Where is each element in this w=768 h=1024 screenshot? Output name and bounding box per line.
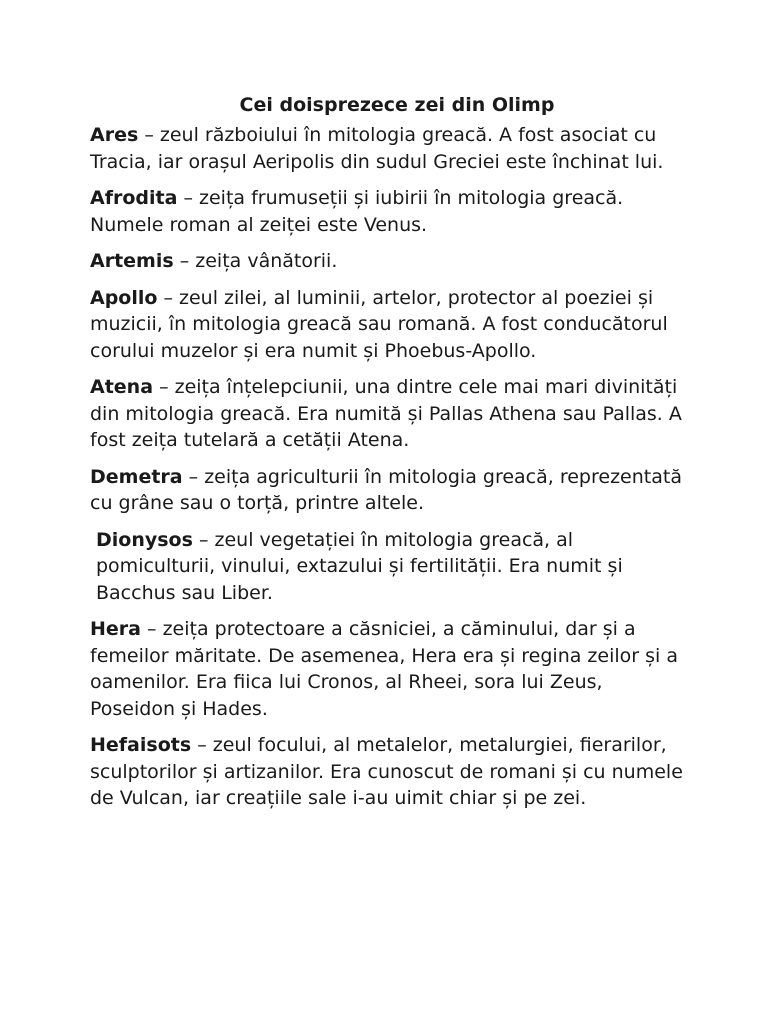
entry-name: Artemis — [90, 250, 174, 272]
entry-ares — [90, 122, 690, 175]
entry-afrodita — [90, 185, 690, 238]
entry-apollo — [90, 285, 690, 365]
entry-dionysos — [90, 527, 690, 607]
page-title: Cei doisprezece zei din Olimp — [239, 94, 555, 116]
entry-text: – zeița înțelepciunii, una dintre cele mai mari divinități din mitologia greacă. Era numită și Pallas Athena sau Pallas. A fost zeița tutelară a cetății Atena. — [90, 376, 682, 451]
entry-atena — [90, 374, 690, 454]
entry-name: Demetra — [90, 465, 183, 488]
entry-text: – zeul războiului în mitologia greacă. A fost asociat cu Tracia, iar orașul Aeripolis din sudul Greciei este închinat lui. — [90, 124, 664, 173]
entry-name: Dionysos — [96, 528, 193, 551]
entry-text: – zeița protectoare a căsniciei, a căminului, dar și a femeilor măritate. De asemenea, Hera era și regina zeilor și a oamenilor. Era fiica lui Cronos, al Rheei, sora lui Zeus, Poseidon și Hades. — [90, 618, 678, 720]
entry-text: – zeița vânătorii. — [173, 250, 338, 272]
entry-name: Afrodita — [90, 187, 178, 209]
entry-text: – zeul zilei, al luminii, artelor, protector al poeziei și muzicii, în mitologia greacă sau romană. A fost conducătorul corului muzelor și era numit și Phoebus-Apollo. — [90, 286, 668, 362]
entry-name: Hefaisots — [90, 734, 192, 756]
entry-text: – zeul vegetației în mitologia greacă, al pomiculturii, vinului, extazului și fertilității. Era numit și Bacchus sau Liber. — [96, 528, 623, 604]
entry-name: Hera — [90, 618, 141, 640]
document-page — [90, 92, 690, 822]
entry-name: Apollo — [90, 286, 158, 309]
entry-name: Atena — [90, 376, 154, 398]
entry-text: – zeița agriculturii în mitologia greacă, reprezentată cu grâne sau o torță, printre altele. — [90, 465, 682, 514]
entry-artemis — [90, 248, 690, 275]
entry-text: – zeița frumuseții și iubirii în mitologia greacă. Numele roman al zeiței este Venus. — [90, 187, 624, 236]
entry-demetra — [90, 464, 690, 517]
entry-text: – zeul focului, al metalelor, metalurgiei, fierarilor, sculptorilor și artizanilor. Era cunoscut de romani și cu numele de Vulcan, iar creațiile sale i-au uimit chiar și pe zei. — [90, 734, 683, 809]
entry-hera — [90, 616, 690, 722]
entry-hefaisots — [90, 732, 690, 812]
entry-name: Ares — [90, 124, 139, 146]
